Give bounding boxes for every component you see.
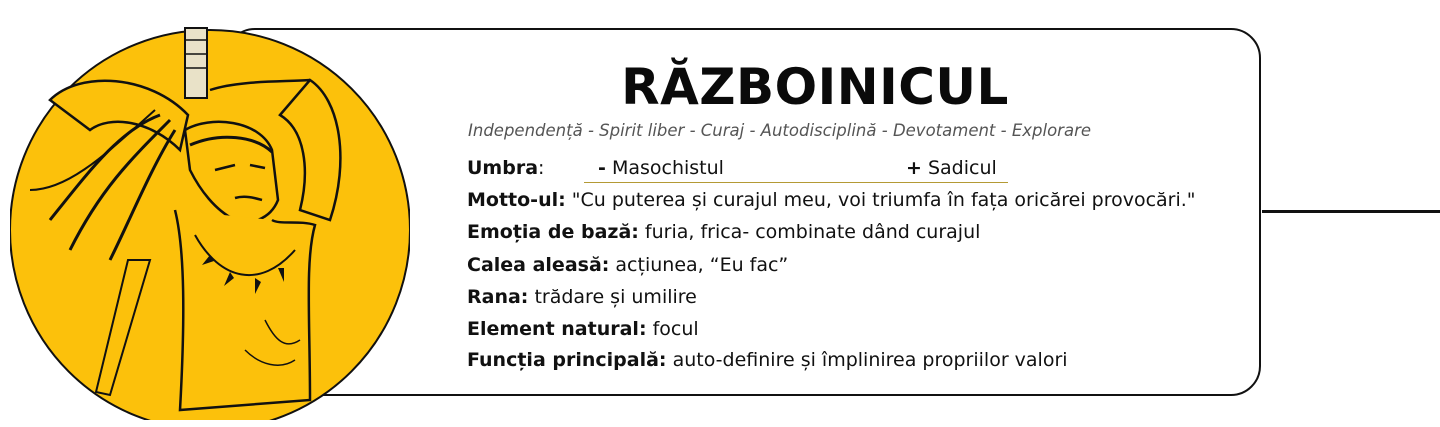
chosen-path-value: acțiunea, “Eu fac” xyxy=(609,254,789,276)
divider-line xyxy=(1262,210,1440,213)
shadow-positive xyxy=(906,155,997,181)
chosen-path-label: Calea aleasă: xyxy=(467,254,610,276)
element-value: focul xyxy=(646,318,699,340)
shadow-positive-sign: + xyxy=(906,157,922,179)
warrior-illustration xyxy=(10,20,410,420)
wound-label: Rana: xyxy=(467,286,529,308)
main-function-row xyxy=(467,347,1068,373)
shadow-negative-sign: - xyxy=(598,157,606,179)
base-emotion-row xyxy=(467,219,980,245)
shadow-negative xyxy=(598,155,724,181)
base-emotion-label: Emoția de bază: xyxy=(467,221,639,243)
shadow-underline xyxy=(584,182,1008,183)
motto-row xyxy=(467,187,1196,213)
shadow-row xyxy=(467,155,544,181)
wound-row xyxy=(467,284,697,310)
chosen-path-row xyxy=(467,252,788,278)
main-function-label: Funcția principală: xyxy=(467,349,667,371)
traits-line: Independență - Spirit liber - Curaj - Autodisciplină - Devotament - Explorare xyxy=(468,121,1092,140)
main-function-value: auto-definire și împlinirea propriilor valori xyxy=(666,349,1068,371)
shadow-negative-value: Masochistul xyxy=(611,157,724,179)
wound-value: trădare și umilire xyxy=(528,286,697,308)
motto-label: Motto-ul: xyxy=(467,189,566,211)
motto-value: "Cu puterea și curajul meu, voi triumfa în fața oricărei provocări." xyxy=(565,189,1196,211)
element-label: Element natural: xyxy=(467,318,647,340)
shadow-positive-value: Sadicul xyxy=(927,157,997,179)
shadow-colon: : xyxy=(538,157,545,179)
shadow-label: Umbra xyxy=(467,157,539,179)
base-emotion-value: furia, frica- combinate dând curajul xyxy=(638,221,981,243)
page-title: RĂZBOINICUL xyxy=(621,58,1009,116)
element-row xyxy=(467,316,699,342)
